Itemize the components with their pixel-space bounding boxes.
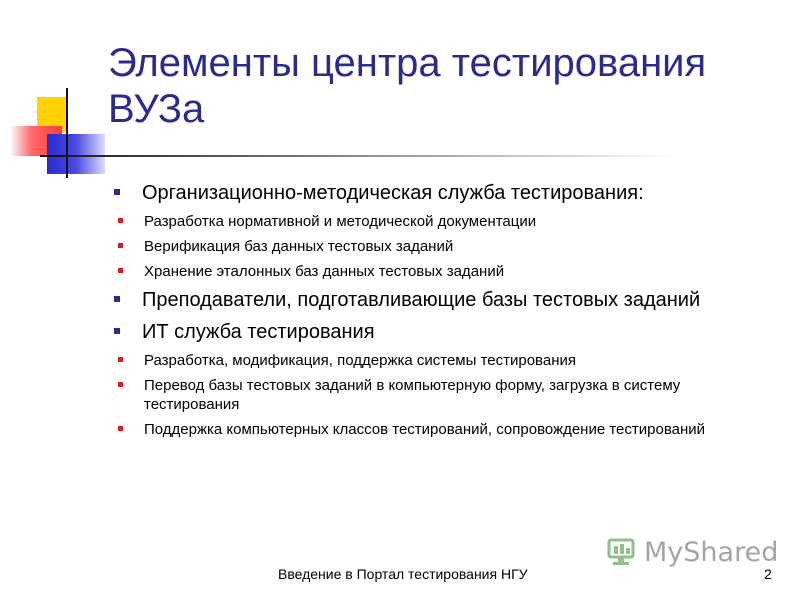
- square-bullet-icon: [114, 189, 120, 195]
- square-bullet-icon: [118, 382, 123, 387]
- blue-block: [47, 134, 105, 174]
- sublist-item: [110, 212, 770, 231]
- sublist-item-text: Перевод базы тестовых заданий в компьютерную форму, загрузка в систему тестирования: [144, 377, 681, 413]
- myshared-watermark: [606, 535, 779, 571]
- square-bullet-icon: [118, 268, 123, 273]
- sublist-item: [110, 262, 770, 281]
- sublist-item: [110, 351, 770, 370]
- sublist-item-text: Верификация баз данных тестовых заданий: [144, 238, 454, 255]
- square-bullet-icon: [118, 426, 123, 431]
- vertical-rule: [66, 88, 68, 178]
- bullet-list: [110, 180, 770, 445]
- list-item-text: Преподаватели, подготавливающие базы тестовых заданий: [142, 289, 701, 311]
- myshared-logo-icon: [606, 537, 638, 567]
- watermark-text: MyShared: [644, 537, 779, 568]
- list-item-text: ИТ служба тестирования: [142, 321, 375, 343]
- slide-title: Элементы центра тестирования ВУЗа: [108, 41, 707, 131]
- title-underline: [40, 155, 680, 157]
- list-item: [110, 319, 770, 345]
- sublist-item: [110, 237, 770, 256]
- list-item: [110, 287, 770, 313]
- sublist: [110, 351, 770, 439]
- square-bullet-icon: [118, 357, 123, 362]
- sublist-item-text: Хранение эталонных баз данных тестовых заданий: [144, 263, 505, 280]
- list-item: [110, 180, 770, 206]
- square-bullet-icon: [114, 296, 120, 302]
- square-bullet-icon: [118, 218, 123, 223]
- sublist-item: [110, 376, 770, 414]
- square-bullet-icon: [118, 243, 123, 248]
- list-item-text: Организационно-методическая служба тестирования:: [142, 182, 644, 204]
- sublist-item-text: Поддержка компьютерных классов тестирований, сопровождение тестирований: [144, 421, 706, 438]
- sublist: [110, 212, 770, 281]
- square-bullet-icon: [114, 328, 120, 334]
- sublist-item: [110, 420, 770, 439]
- page-number: 2: [764, 566, 772, 582]
- sublist-item-text: Разработка нормативной и методической документации: [144, 213, 537, 230]
- sublist-item-text: Разработка, модификация, поддержка системы тестирования: [144, 352, 576, 369]
- slide-footer: Введение в Портал тестирования НГУ: [278, 566, 528, 582]
